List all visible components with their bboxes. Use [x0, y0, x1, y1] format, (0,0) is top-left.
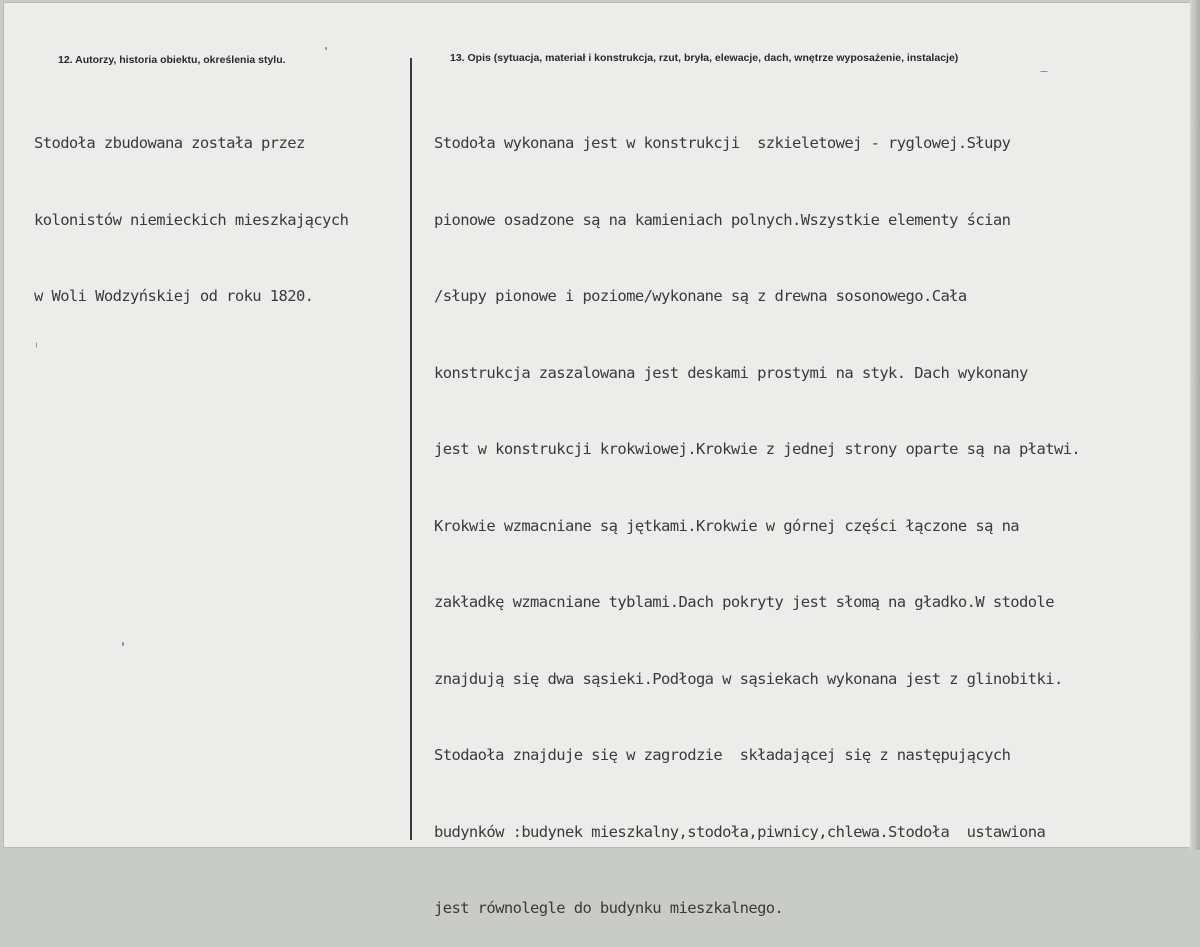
section-13-line: Stodaoła znajduje się w zagrodzie składającej się z następujących — [434, 746, 1011, 764]
section-13-heading: 13. Opis (sytuacja, materiał i konstrukcja, rzut, bryła, elewacje, dach, wnętrze wyposażenie, instalacje) — [450, 52, 959, 64]
section-13-text — [434, 80, 1080, 947]
section-13-line: jest równolegle do budynku mieszkalnego. — [434, 899, 784, 917]
section-12-text — [34, 80, 348, 335]
section-13-line: pionowe osadzone są na kamieniach polnych.Wszystkie elementy ścian — [434, 210, 1011, 229]
section-13-line: /słupy pionowe i poziome/wykonane są z drewna sosonowego.Cała — [434, 287, 967, 305]
section-13-line: Krokwie wzmacniane są jętkami.Krokwie w górnej części łączone są na — [434, 516, 1020, 535]
paper-speck — [36, 342, 37, 348]
section-13-line: budynków :budynek mieszkalny,stodoła,piwnicy,chlewa.Stodoła ustawiona — [434, 822, 1046, 841]
section-12-line: Stodoła zbudowana została przez — [34, 134, 305, 152]
section-13-line: jest w konstrukcji krokwiowej.Krokwie z jednej strony oparte są na płatwi. — [434, 440, 1081, 458]
section-13-line: Stodoła wykonana jest w konstrukcji szkieletowej - ryglowej.Słupy — [434, 134, 1011, 152]
section-12-line: kolonistów niemieckich mieszkających — [34, 210, 349, 229]
section-13-line: zakładkę wzmacniane tyblami.Dach pokryty jest słomą na gładko.W stodole — [434, 593, 1054, 611]
section-13-line: znajdują się dwa sąsieki.Podłoga w sąsiekach wykonana jest z glinobitki. — [434, 669, 1063, 688]
section-13-line: konstrukcja zaszalowana jest deskami prostymi na styk. Dach wykonany — [434, 363, 1028, 382]
paper-speck — [325, 47, 327, 50]
paper-speck — [122, 642, 124, 646]
column-divider — [410, 58, 412, 840]
paper-speck — [1040, 71, 1048, 72]
section-12-heading: 12. Autorzy, historia obiektu, określenia stylu. — [58, 54, 286, 66]
card-edge — [1190, 0, 1200, 850]
section-12-line: w Woli Wodzyńskiej od roku 1820. — [34, 287, 314, 305]
